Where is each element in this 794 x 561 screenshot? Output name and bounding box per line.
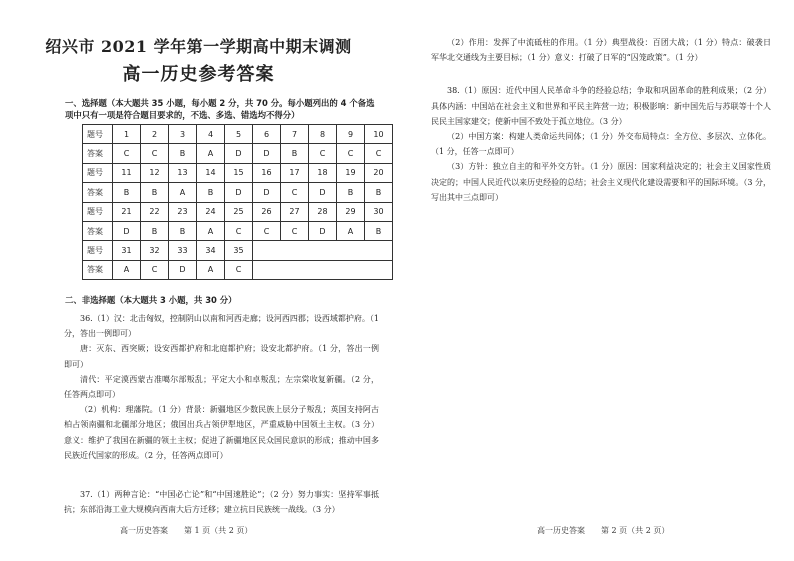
answer-cell: B: [365, 221, 393, 240]
row-label-answer: 答案: [83, 221, 113, 240]
q36-para-4: （2）机构：理藩院。（1 分）背景：新疆地区少数民族上层分子叛乱；英国支持阿古柏占领南疆和北疆部分地区；俄国出兵占领伊犁地区，严重威胁中国领土主权。（3 分）意义：维护了我国在新疆的领土主权；促进了新疆地区民众国民意识的形成；推动中国多民族近代国家的形成。（2 分，任答两点即可）: [64, 405, 379, 460]
question-number-cell: 23: [169, 202, 197, 221]
answer-table-row-num: [83, 241, 393, 260]
question-number-cell: 10: [365, 125, 393, 144]
question-number-cell: 22: [141, 202, 169, 221]
answer-cell: C: [309, 144, 337, 163]
answer-cell: A: [197, 221, 225, 240]
question-number-cell: 14: [197, 163, 225, 182]
exam-title: 绍兴市 2021 学年第一学期高中期末调测: [45, 37, 352, 56]
answer-table-row-ans: [83, 221, 393, 240]
question-number-cell: 24: [197, 202, 225, 221]
answer-cell: C: [337, 144, 365, 163]
answer-cell: B: [337, 183, 365, 202]
question-number-cell: 28: [309, 202, 337, 221]
answer-table-row-num: [83, 163, 393, 182]
question-number-cell: 13: [169, 163, 197, 182]
question-number-cell: 12: [141, 163, 169, 182]
row-label-answer: 答案: [83, 183, 113, 202]
question-number-cell: 21: [113, 202, 141, 221]
question-number-cell: 11: [113, 163, 141, 182]
answer-table-row-num: [83, 125, 393, 144]
answer-cell: C: [365, 144, 393, 163]
question-number-cell: 34: [197, 241, 225, 260]
answer-cell: C: [253, 221, 281, 240]
answer-cell: C: [225, 260, 253, 279]
question-number-cell: 32: [141, 241, 169, 260]
answer-cell: B: [113, 183, 141, 202]
answer-cell: D: [253, 183, 281, 202]
question-number-cell: 19: [337, 163, 365, 182]
right-page-answers: [431, 35, 771, 205]
answer-cell: D: [309, 221, 337, 240]
answer-table-row-ans: [83, 183, 393, 202]
q37-part2-answer: （2）作用：发挥了中流砥柱的作用。（1 分）典型战役：百团大战；（1 分）特点：破袭日军华北交通线为主要目标；（1 分）意义：打破了日军的“囚笼政策”。（1 分）: [431, 38, 771, 63]
question-number-cell: 2: [141, 125, 169, 144]
answer-cell: D: [113, 221, 141, 240]
question-number-cell: 15: [225, 163, 253, 182]
answer-cell: D: [225, 183, 253, 202]
question-number-cell: 6: [253, 125, 281, 144]
answer-cell: C: [225, 221, 253, 240]
answer-cell: A: [197, 260, 225, 279]
question-number-cell: 27: [281, 202, 309, 221]
question-number-cell: 35: [225, 241, 253, 260]
question-37-answer: [64, 487, 379, 517]
answer-table: [82, 124, 393, 280]
row-label-answer: 答案: [83, 144, 113, 163]
question-number-cell: 25: [225, 202, 253, 221]
footer-left: 高一历史答案 第 1 页（共 2 页）: [120, 526, 253, 535]
answer-cell: D: [169, 260, 197, 279]
question-number-cell: 16: [253, 163, 281, 182]
answer-cell: D: [309, 183, 337, 202]
answer-cell: C: [113, 144, 141, 163]
answer-table-row-num: [83, 202, 393, 221]
question-number-cell: 5: [225, 125, 253, 144]
question-36-answer: [64, 311, 379, 463]
question-number-cell: 29: [337, 202, 365, 221]
row-label-question-number: 题号: [83, 202, 113, 221]
row-label-answer: 答案: [83, 260, 113, 279]
empty-cell: [253, 260, 393, 279]
answer-cell: A: [337, 221, 365, 240]
question-number-cell: 4: [197, 125, 225, 144]
answer-cell: B: [365, 183, 393, 202]
q38-part2-answer: （2）中国方案：构建人类命运共同体；（1 分）外交布局特点：全方位、多层次、立体化。（1 分，任答一点即可）: [431, 132, 771, 157]
answer-cell: C: [141, 260, 169, 279]
answer-cell: B: [169, 144, 197, 163]
question-number-cell: 17: [281, 163, 309, 182]
answer-cell: A: [169, 183, 197, 202]
question-number-cell: 7: [281, 125, 309, 144]
question-number-cell: 26: [253, 202, 281, 221]
footer-right: 高一历史答案 第 2 页（共 2 页）: [537, 526, 670, 535]
question-number-cell: 8: [309, 125, 337, 144]
question-number-cell: 18: [309, 163, 337, 182]
page-right: [397, 0, 794, 561]
question-number-cell: 3: [169, 125, 197, 144]
answer-cell: A: [197, 144, 225, 163]
q36-para-1: 36.（1）汉：北击匈奴，控制阴山以南和河西走廊；设河西四郡；设西域都护府。（1 分，答出一例即可）: [64, 314, 379, 339]
question-number-cell: 1: [113, 125, 141, 144]
answer-cell: B: [141, 183, 169, 202]
answer-cell: B: [197, 183, 225, 202]
answer-key-title: 高一历史参考答案: [122, 64, 275, 85]
answer-cell: A: [113, 260, 141, 279]
q36-para-2: 唐：灭东、西突厥；设安西都护府和北庭都护府；设安北都护府。（1 分，答出一例即可）: [64, 344, 379, 369]
answer-cell: B: [141, 221, 169, 240]
q38-part1-answer: 38.（1）原因：近代中国人民革命斗争的经验总结；争取和巩固革命的胜利成果；（2 分）具体内涵：中国站在社会主义和世界和平民主阵营一边；积极影响：新中国先后与苏联等十个人民民主国家建交；使新中国不致处于孤立地位。（3 分）: [431, 86, 771, 126]
question-number-cell: 31: [113, 241, 141, 260]
q38-part3-answer: （3）方针：独立自主的和平外交方针。（1 分）原因：国家利益决定的；社会主义国家性质决定的；中国人民近代以来历史经验的总结；社会主义现代化建设需要和平的国际环境。（3 分，写出其中三点即可）: [431, 162, 771, 202]
answer-table-row-ans: [83, 260, 393, 279]
answer-table-row-ans: [83, 144, 393, 163]
answer-cell: B: [169, 221, 197, 240]
section1-heading: 一、选择题（本大题共 35 小题，每小题 2 分，共 70 分。每小题列出的 4 个备选项中只有一项是符合题目要求的，不选、多选、错选均不得分）: [65, 98, 375, 120]
answer-cell: C: [141, 144, 169, 163]
row-label-question-number: 题号: [83, 125, 113, 144]
answer-cell: D: [225, 144, 253, 163]
answer-cell: C: [281, 183, 309, 202]
question-number-cell: 20: [365, 163, 393, 182]
row-label-question-number: 题号: [83, 163, 113, 182]
empty-cell: [253, 241, 393, 260]
answer-cell: B: [281, 144, 309, 163]
answer-cell: C: [281, 221, 309, 240]
question-number-cell: 33: [169, 241, 197, 260]
question-number-cell: 9: [337, 125, 365, 144]
q36-para-3: 清代：平定漠西蒙古准噶尔部叛乱；平定大小和卓叛乱；左宗棠收复新疆。（2 分，任答两点即可）: [64, 374, 379, 400]
question-number-cell: 30: [365, 202, 393, 221]
row-label-question-number: 题号: [83, 241, 113, 260]
answer-cell: D: [253, 144, 281, 163]
q37-para-1: 37.（1）两种言论：“中国必亡论”和“中国速胜论”；（2 分）努力事实：坚持军事抵抗；东部沿海工业大规模向西南大后方迁移；建立抗日民族统一战线。（3 分）: [64, 490, 379, 515]
section2-heading: 二、非选择题（本大题共 3 小题，共 30 分）: [65, 295, 237, 305]
